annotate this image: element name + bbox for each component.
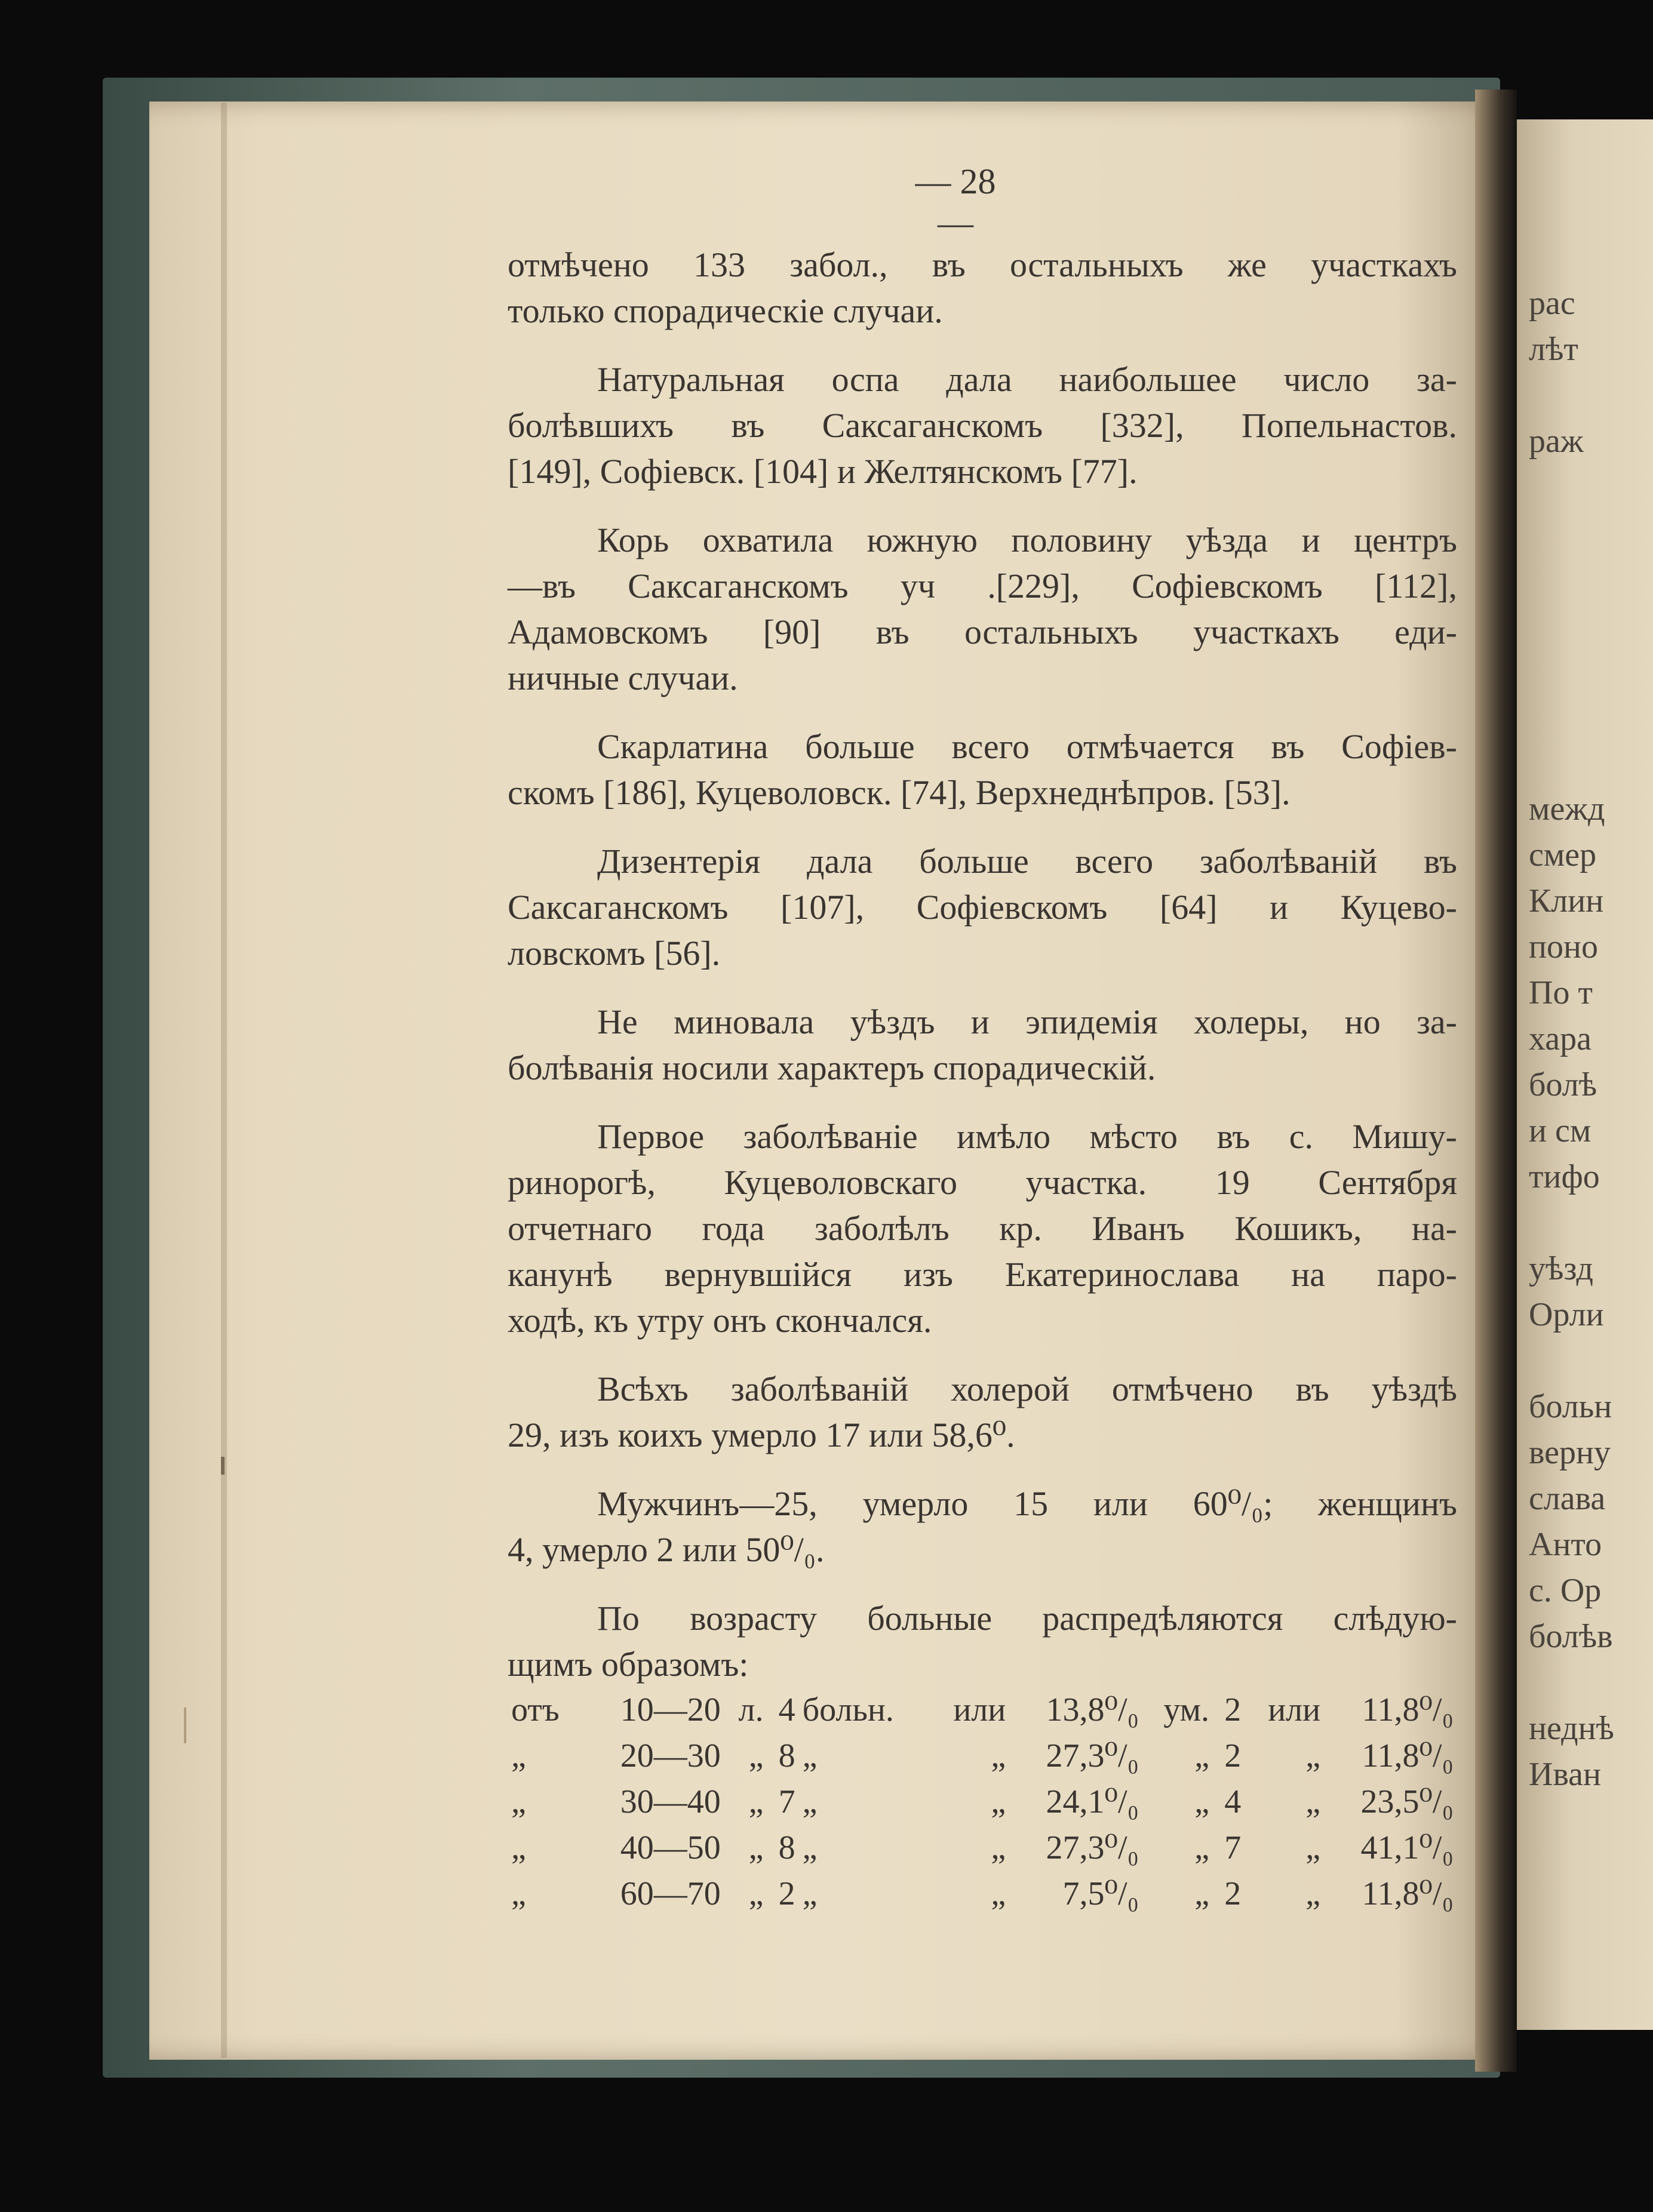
facing-page-line [1529,648,1653,694]
table-cell-w2: „ [991,1783,1006,1820]
facing-page-line [1529,602,1653,648]
facing-page-text [1529,281,1653,1798]
table-cell-pct: 27,3⁰/₀ [1046,1829,1139,1866]
paragraph [508,724,1457,816]
table-cell-dpct: 41,1⁰/₀ [1360,1829,1454,1866]
paragraph [508,517,1457,701]
facing-page-line [1529,694,1653,740]
facing-page-line [1529,1338,1653,1384]
table-row [508,1733,1457,1779]
page-number: — 28 — [915,162,996,242]
text-line: отмѣчено 133 забол., въ остальныхъ же участкахъ [508,245,1457,284]
book-gutter [1475,90,1517,2072]
facing-page-line: слава [1529,1480,1606,1517]
table-cell-c1: отъ [511,1691,560,1728]
facing-page-line: лѣт [1529,331,1578,368]
facing-page-line [1529,510,1653,556]
facing-page-line: межд [1529,790,1605,827]
table-cell-age: 40—50 [620,1829,721,1866]
table-cell-dpct: 11,8⁰/₀ [1362,1691,1454,1728]
facing-page-line: рас [1529,285,1575,322]
text-line: ничные случаи. [508,659,738,697]
table-cell-n: 4 [778,1691,795,1728]
paragraph [508,999,1457,1091]
table-cell-w2: „ [991,1829,1006,1866]
text-line: Скарлатина больше всего отмѣчается въ Софіев- [597,727,1457,766]
text-line: Корь охватила южную половину уѣзда и центръ [597,521,1457,559]
table-cell-n: 8 [778,1829,795,1866]
facing-page-line: По т [1529,974,1593,1011]
text-line: щимъ образомъ: [508,1645,749,1684]
table-row [508,1871,1457,1917]
table-cell-n: 2 [778,1875,795,1912]
table-cell-u: „ [748,1829,764,1866]
paragraph [508,1113,1457,1343]
table-cell-pct: 7,5⁰/₀ [1062,1875,1139,1912]
table-cell-c1: „ [511,1783,526,1820]
table-cell-age: 60—70 [620,1875,721,1912]
ink-mark [184,1708,186,1743]
paragraph [508,356,1457,494]
paragraph [508,838,1457,976]
facing-page-line: болѣв [1529,1618,1613,1655]
table-cell-n: 8 [778,1737,795,1774]
text-line: Всѣхъ заболѣваній холерой отмѣчено въ уѣздѣ [597,1370,1457,1408]
text-line: скомъ [186], Куцеволовск. [74], Верхнеднѣпров. [53]. [508,773,1291,812]
table-cell-pct: 13,8⁰/₀ [1046,1691,1139,1728]
table-cell-n: 7 [778,1783,795,1820]
facing-page-line [1529,740,1653,786]
facing-page-line: с. Ор [1529,1572,1602,1609]
text-line: Дизентерія дала больше всего заболѣваній въ [597,842,1457,881]
table-cell-c1: „ [511,1737,526,1774]
facing-page-line: и см [1529,1112,1591,1149]
table-cell-w1: больн. [802,1691,894,1728]
table-cell-w4: „ [1305,1875,1321,1912]
table-cell-age: 30—40 [620,1783,721,1820]
table-cell-dpct: 11,8⁰/₀ [1362,1875,1454,1912]
table-cell-d: 2 [1224,1691,1242,1728]
table-cell-w3: „ [1194,1783,1210,1820]
facing-page-line [1529,556,1653,602]
ink-mark [221,1457,225,1475]
table-cell-d: 2 [1224,1875,1242,1912]
table-cell-w1: „ [802,1783,818,1820]
paragraphs [508,242,1457,1687]
table-row [508,1779,1457,1825]
facing-page-line: верну [1529,1434,1611,1471]
paragraph [508,1595,1457,1687]
facing-page-line [1529,1660,1653,1706]
table-cell-w4: или [1268,1691,1321,1728]
table-cell-d: 2 [1224,1737,1242,1774]
table-cell-pct: 24,1⁰/₀ [1046,1783,1139,1820]
table-cell-w2: „ [991,1737,1006,1774]
age-table [508,1687,1457,1917]
table-cell-d: 4 [1224,1783,1242,1820]
table-cell-age: 10—20 [620,1691,721,1728]
page-fold [221,103,227,2058]
facing-page-line: тифо [1529,1158,1600,1195]
table-cell-w3: „ [1194,1875,1210,1912]
text-line: ринорогѣ, Куцеволовскаго участка. 19 Сентября [508,1163,1457,1202]
table-cell-w4: „ [1305,1829,1321,1866]
table-cell-age: 20—30 [620,1737,721,1774]
table-cell-dpct: 11,8⁰/₀ [1362,1737,1454,1774]
table-cell-w3: „ [1194,1829,1210,1866]
table-cell-w2: или [953,1691,1006,1728]
text-line: По возрасту больные распредѣляются слѣдую- [597,1599,1457,1638]
table-cell-pct: 27,3⁰/₀ [1046,1737,1139,1774]
facing-page-line: смер [1529,836,1597,873]
table-cell-u: „ [748,1875,764,1912]
text-line: ловскомъ [56]. [508,934,721,973]
table-cell-dpct: 23,5⁰/₀ [1360,1783,1454,1820]
facing-page-line: хара [1529,1020,1591,1057]
table-cell-w4: „ [1305,1737,1321,1774]
table-cell-c1: „ [511,1829,526,1866]
facing-page-line: Орли [1529,1296,1604,1333]
table-cell-w1: „ [802,1737,818,1774]
table-cell-u: л. [738,1691,764,1728]
text-line: отчетнаго года заболѣлъ кр. Иванъ Кошикъ, на- [508,1209,1457,1248]
text-line: Адамовскомъ [90] въ остальныхъ участкахъ еди- [508,613,1457,651]
table-row [508,1825,1457,1871]
text-line: Первое заболѣваніе имѣло мѣсто въ с. Мишу- [597,1117,1457,1156]
text-line: [149], Софіевск. [104] и Желтянскомъ [77]. [508,452,1138,491]
text-line: канунѣ вернувшійся изъ Екатеринослава на паро- [508,1255,1457,1294]
table-cell-u: „ [748,1783,764,1820]
table-cell-w4: „ [1305,1783,1321,1820]
text-line: ходѣ, къ утру онъ скончался. [508,1301,932,1340]
text-line: болѣванія носили характеръ спорадическій. [508,1048,1156,1087]
facing-page-line: болѣ [1529,1066,1597,1103]
table-cell-w1: „ [802,1829,818,1866]
text-line: болѣвшихъ въ Саксаганскомъ [332], Попельнастов. [508,406,1457,445]
table-cell-w2: „ [991,1875,1006,1912]
table-cell-d: 7 [1224,1829,1242,1866]
text-line: 4, умерло 2 или 50⁰/₀. [508,1530,825,1569]
table-row [508,1687,1457,1733]
text-line: 29, изъ коихъ умерло 17 или 58,6⁰. [508,1416,1015,1454]
facing-page-line [1529,1200,1653,1246]
facing-page-line: поно [1529,928,1598,965]
text-line: Саксаганскомъ [107], Софіевскомъ [64] и Куцево- [508,888,1457,927]
text-line: Мужчинъ—25, умерло 15 или 60⁰/₀; женщинъ [597,1484,1457,1523]
facing-page-line: Иван [1529,1756,1601,1793]
facing-page-line: раж [1529,423,1584,460]
text-line: —въ Саксаганскомъ уч .[229], Софіевскомъ [112], [508,567,1457,605]
facing-page-line: Анто [1529,1526,1602,1563]
table-cell-u: „ [748,1737,764,1774]
facing-page-line [1529,464,1653,510]
text-line: только спорадическіе случаи. [508,291,943,330]
table-cell-w3: „ [1194,1737,1210,1774]
text-line: Не миновала уѣздъ и эпидемія холеры, но за- [597,1002,1457,1041]
table-cell-w3: ум. [1163,1691,1210,1728]
facing-page-line: уѣзд [1529,1250,1594,1287]
facing-page-line [1529,373,1653,419]
text-line: Натуральная оспа дала наибольшее число за- [597,360,1457,399]
paragraph [508,242,1457,334]
facing-page-line: больн [1529,1388,1612,1425]
table-cell-c1: „ [511,1875,526,1912]
paragraph [508,1481,1457,1573]
facing-page-line: неднѣ [1529,1710,1614,1747]
paragraph [508,1366,1457,1458]
facing-page-line: Клин [1529,882,1604,919]
table-cell-w1: „ [802,1875,818,1912]
page-text [508,242,1457,1917]
